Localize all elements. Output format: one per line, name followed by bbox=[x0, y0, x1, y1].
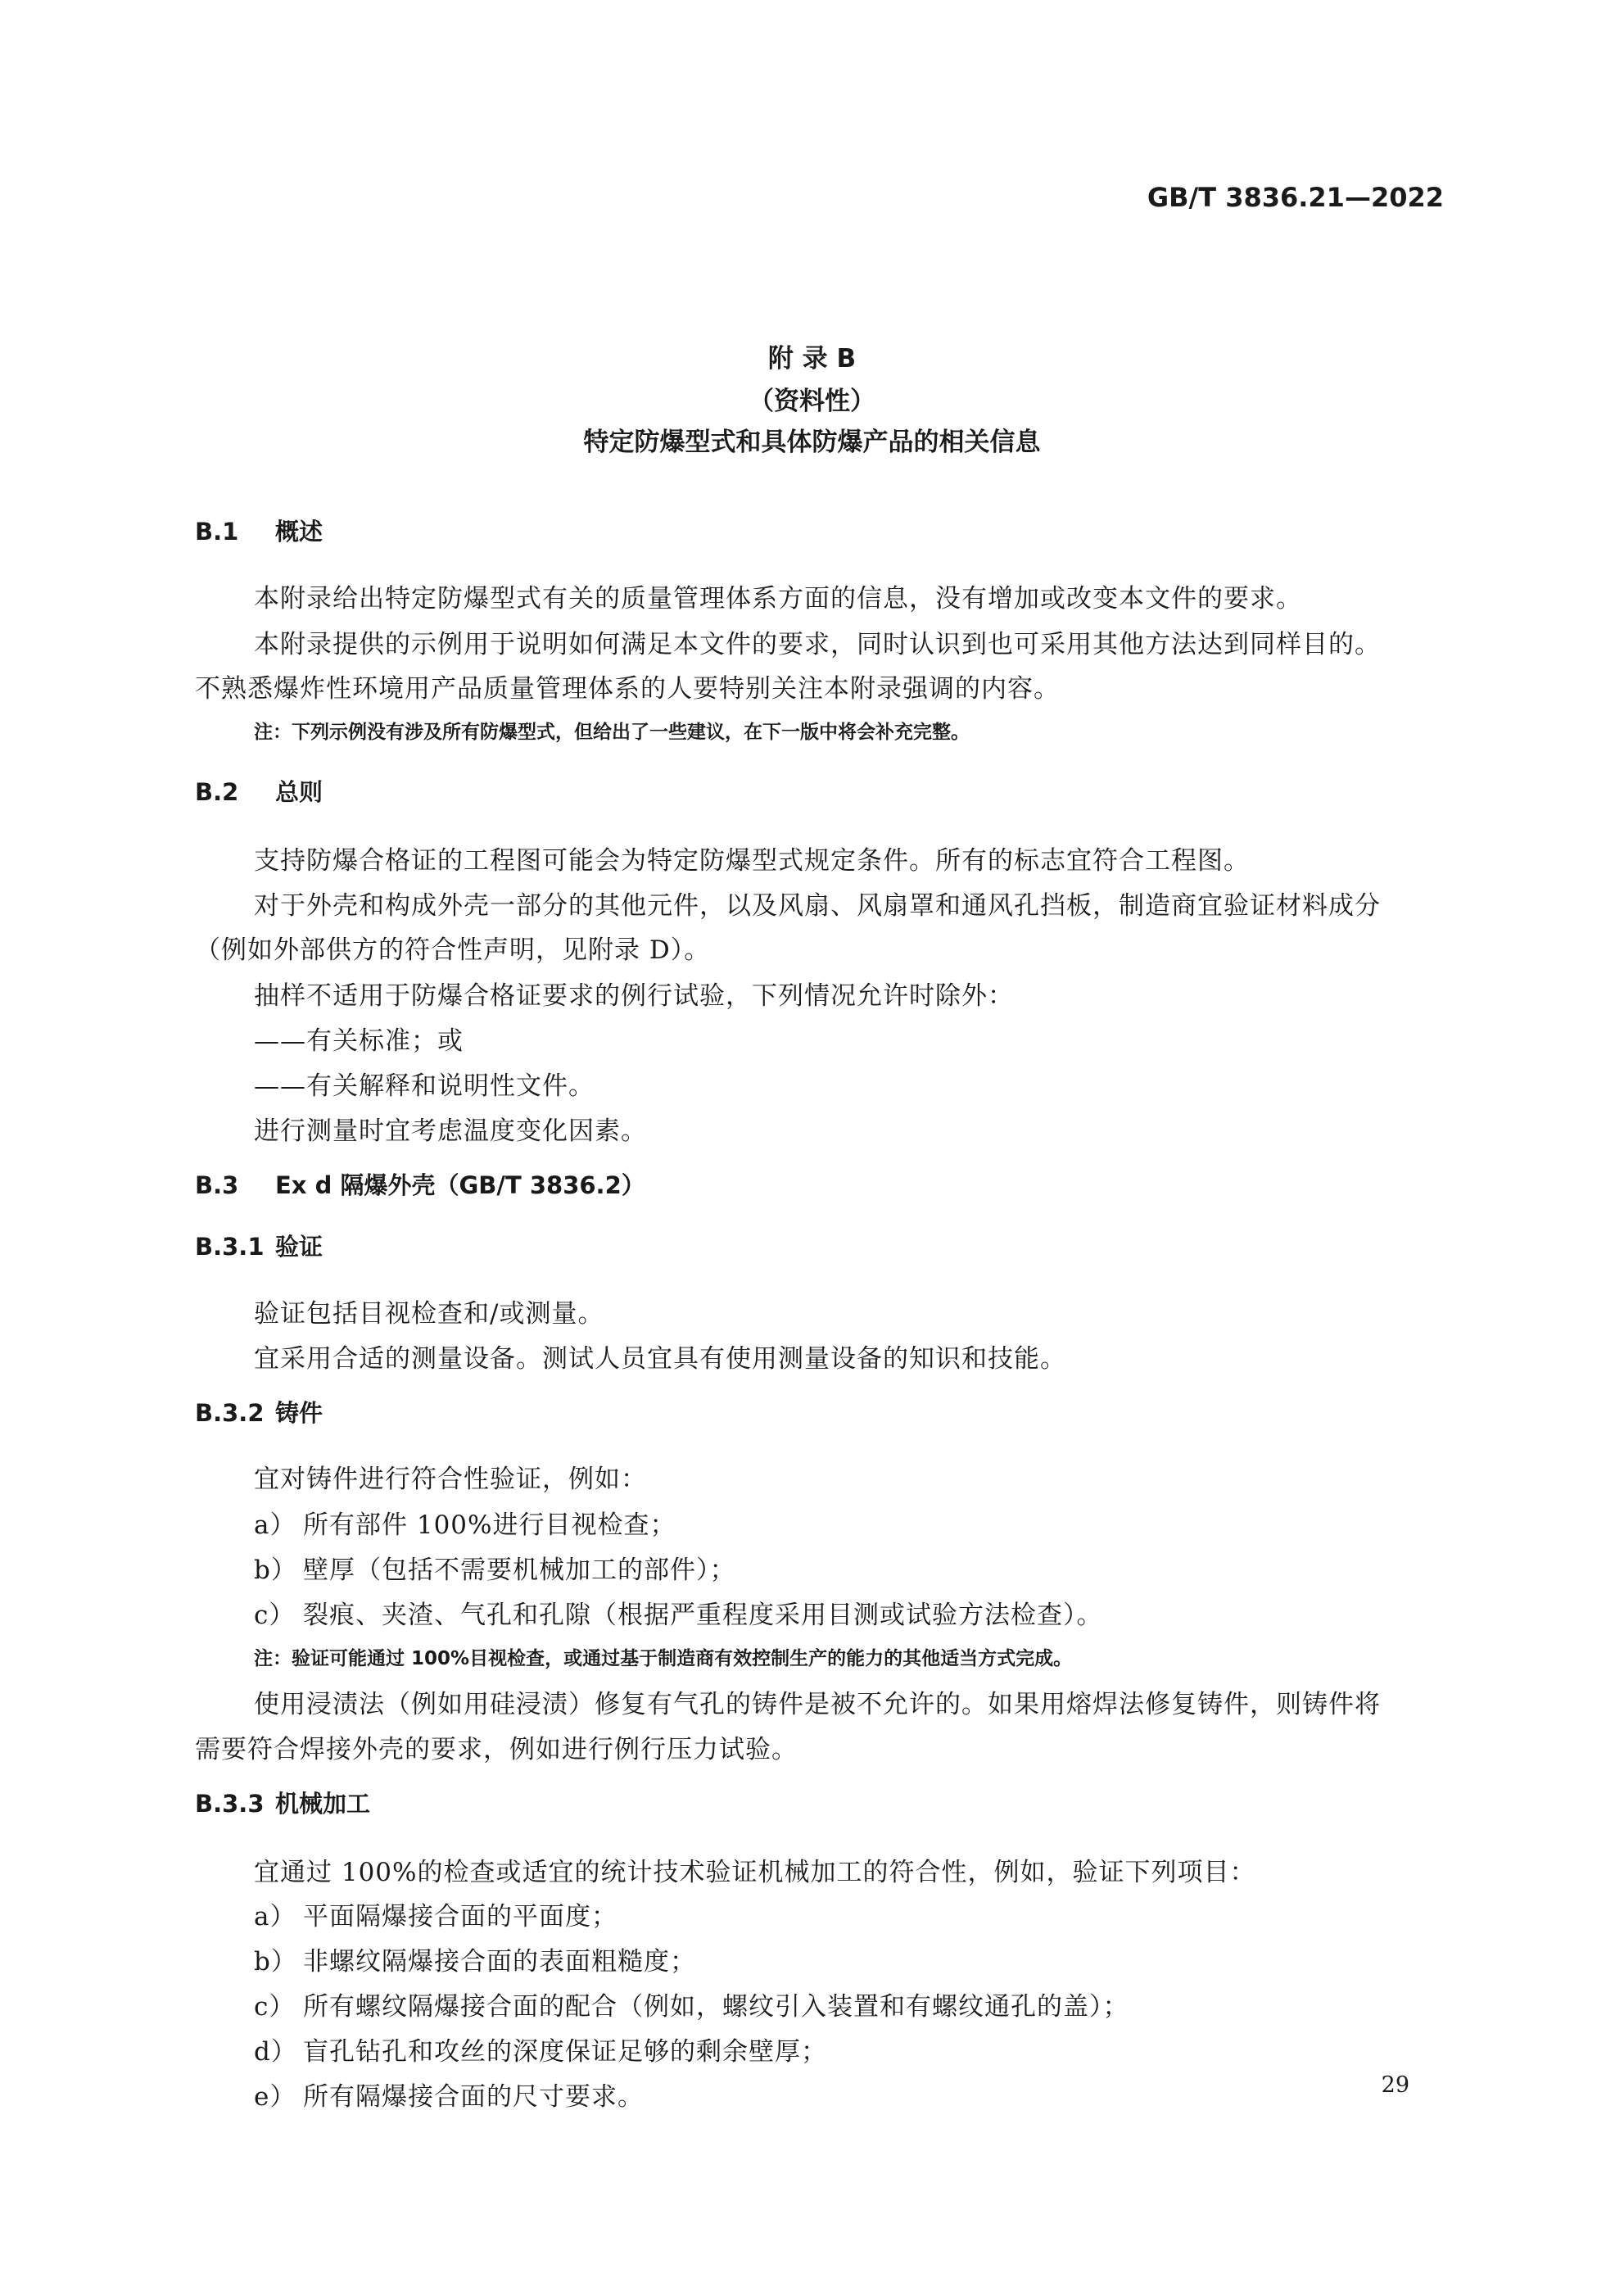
list-item bbox=[254, 2031, 827, 2067]
section-number: B.2 bbox=[195, 778, 239, 806]
section-title: 铸件 bbox=[275, 1399, 323, 1427]
list-text: 盲孔钻孔和攻丝的深度保证足够的剩余壁厚； bbox=[303, 2037, 827, 2067]
note: 注：验证可能通过 100%目视检查，或通过基于制造商有效控制生产的能力的其他适当方式完成。 bbox=[254, 1648, 1073, 1669]
list-item bbox=[254, 1504, 676, 1541]
section-b32-heading bbox=[195, 1395, 323, 1429]
list-item bbox=[254, 1986, 1129, 2022]
list-marker: a） bbox=[254, 1902, 296, 1931]
appendix-label: 附 录 B bbox=[767, 344, 857, 374]
list-text: 平面隔爆接合面的平面度； bbox=[303, 1902, 617, 1931]
appendix-title: 特定防爆型式和具体防爆产品的相关信息 bbox=[583, 428, 1041, 457]
list-marker: a） bbox=[254, 1510, 296, 1540]
section-b1-heading bbox=[195, 514, 323, 547]
section-title: 概述 bbox=[275, 518, 323, 546]
paragraph: 支持防爆合格证的工程图可能会为特定防爆型式规定条件。所有的标志宜符合工程图。 bbox=[254, 846, 1250, 876]
paragraph: 宜采用合适的测量设备。测试人员宜具有使用测量设备的知识和技能。 bbox=[254, 1344, 1066, 1374]
section-b3-heading bbox=[195, 1167, 645, 1201]
list-item bbox=[254, 1549, 736, 1586]
list-item bbox=[254, 1594, 1103, 1631]
paragraph: 不熟悉爆炸性环境用产品质量管理体系的人要特别关注本附录强调的内容。 bbox=[195, 674, 1060, 704]
list-item: ——有关解释和说明性文件。 bbox=[254, 1071, 595, 1101]
paragraph: （例如外部供方的符合性声明，见附录 D）。 bbox=[195, 935, 711, 965]
paragraph: 本附录提供的示例用于说明如何满足本文件的要求，同时认识到也可采用其他方法达到同样目的。 bbox=[254, 630, 1381, 659]
list-text: 所有隔爆接合面的尺寸要求。 bbox=[303, 2082, 644, 2112]
standard-number: GB/T 3836.21—2022 bbox=[1147, 182, 1444, 213]
list-marker: d） bbox=[254, 2037, 297, 2067]
paragraph: 宜通过 100%的检查或适宜的统计技术验证机械加工的符合性，例如，验证下列项目： bbox=[254, 1858, 1256, 1887]
list-marker: c） bbox=[254, 1601, 296, 1630]
section-b2-heading bbox=[195, 774, 323, 808]
list-marker: b） bbox=[254, 1556, 297, 1585]
section-number: B.1 bbox=[195, 518, 239, 546]
list-text: 壁厚（包括不需要机械加工的部件）； bbox=[303, 1556, 736, 1585]
list-item bbox=[254, 1941, 696, 1977]
appendix-type: （资料性） bbox=[749, 387, 875, 416]
list-marker: b） bbox=[254, 1947, 297, 1977]
list-item bbox=[254, 1895, 617, 1932]
section-number: B.3.2 bbox=[195, 1399, 265, 1427]
paragraph: 使用浸渍法（例如用硅浸渍）修复有气孔的铸件是被不允许的。如果用熔焊法修复铸件，则铸件将 bbox=[254, 1690, 1381, 1719]
note: 注：下列示例没有涉及所有防爆型式，但给出了一些建议，在下一版中将会补充完整。 bbox=[254, 722, 970, 743]
list-text: 所有部件 100%进行目视检查； bbox=[303, 1510, 676, 1540]
paragraph: 本附录给出特定防爆型式有关的质量管理体系方面的信息，没有增加或改变本文件的要求。 bbox=[254, 584, 1302, 614]
paragraph: 进行测量时宜考虑温度变化因素。 bbox=[254, 1116, 647, 1146]
paragraph: 验证包括目视检查和/或测量。 bbox=[254, 1299, 604, 1329]
paragraph: 对于外壳和构成外壳一部分的其他元件，以及风扇、风扇罩和通风孔挡板，制造商宜验证材料成分 bbox=[254, 891, 1381, 921]
list-item bbox=[254, 2076, 644, 2113]
section-b33-heading bbox=[195, 1786, 370, 1819]
section-title: 机械加工 bbox=[275, 1790, 371, 1818]
list-text: 裂痕、夹渣、气孔和孔隙（根据严重程度采用目测或试验方法检查）。 bbox=[303, 1601, 1103, 1630]
paragraph: 抽样不适用于防爆合格证要求的例行试验，下列情况允许时除外： bbox=[254, 981, 1014, 1011]
paragraph: 宜对铸件进行符合性验证，例如： bbox=[254, 1465, 647, 1494]
section-number: B.3.3 bbox=[195, 1790, 265, 1818]
list-marker: e） bbox=[254, 2082, 296, 2112]
section-title: 总则 bbox=[275, 778, 323, 806]
list-text: 非螺纹隔爆接合面的表面粗糙度； bbox=[303, 1947, 696, 1977]
list-marker: c） bbox=[254, 1992, 296, 2022]
section-b31-heading bbox=[195, 1229, 323, 1262]
section-number: B.3.1 bbox=[195, 1233, 265, 1261]
paragraph: 需要符合焊接外壳的要求，例如进行例行压力试验。 bbox=[195, 1735, 798, 1764]
list-text: 所有螺纹隔爆接合面的配合（例如，螺纹引入装置和有螺纹通孔的盖）； bbox=[303, 1992, 1129, 2022]
page-number: 29 bbox=[1381, 2072, 1409, 2098]
section-number: B.3 bbox=[195, 1171, 239, 1199]
section-title: 验证 bbox=[275, 1233, 323, 1261]
list-item: ——有关标准；或 bbox=[254, 1026, 464, 1056]
section-title: Ex d 隔爆外壳（GB/T 3836.2） bbox=[275, 1171, 645, 1199]
